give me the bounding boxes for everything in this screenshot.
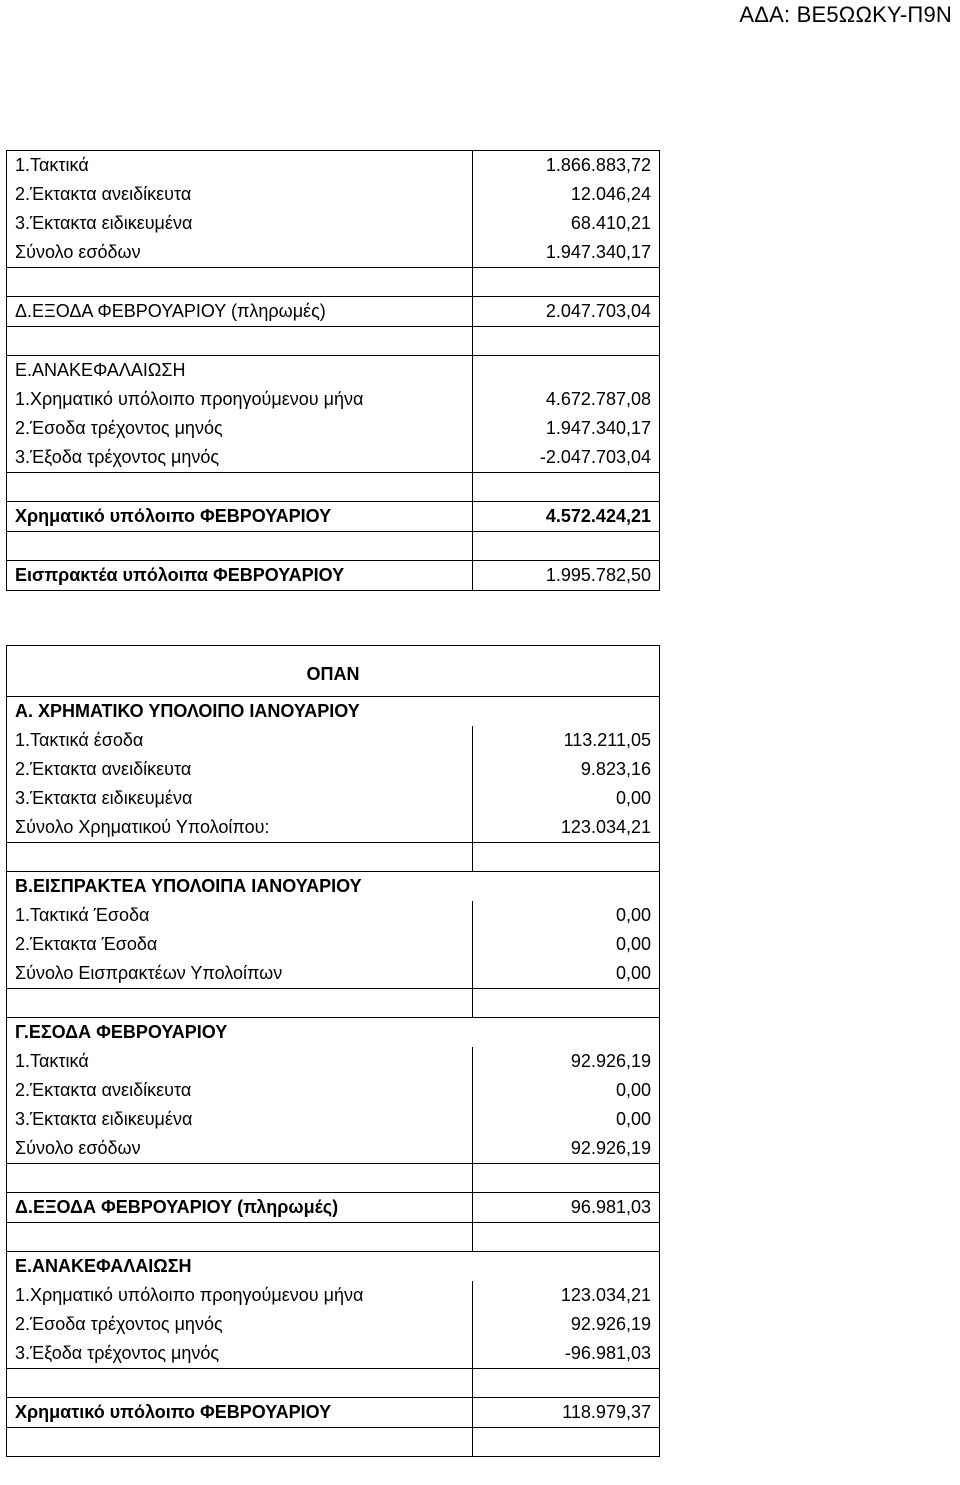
row-value: 4.672.787,08 <box>473 385 660 414</box>
table-row <box>7 901 660 930</box>
table-row <box>7 1105 660 1134</box>
blank-row <box>7 1369 660 1398</box>
table-row <box>7 1076 660 1105</box>
cash-balance-value: 118.979,37 <box>473 1398 660 1428</box>
table-row <box>7 813 660 843</box>
expenses-label: Δ.ΕΞΟΔΑ ΦΕΒΡΟΥΑΡΙΟΥ (πληρωμές) <box>7 297 473 327</box>
blank-row <box>7 1223 660 1252</box>
row-value: 0,00 <box>473 930 660 959</box>
cash-balance-label: Χρηματικό υπόλοιπο ΦΕΒΡΟΥΑΡΙΟΥ <box>7 1398 473 1428</box>
row-value: 68.410,21 <box>473 209 660 238</box>
table-row <box>7 1134 660 1164</box>
row-value: 0,00 <box>473 784 660 813</box>
table-row <box>7 297 660 327</box>
blank-row <box>7 268 660 297</box>
row-label: 3.Έκτακτα ειδικευμένα <box>7 784 473 813</box>
receivables-value: 1.995.782,50 <box>473 561 660 591</box>
table-row <box>7 414 660 443</box>
summary-title: Ε.ΑΝΑΚΕΦΑΛΑΙΩΣΗ <box>7 1252 660 1282</box>
table-row <box>7 1193 660 1223</box>
document-id-code: ΑΔΑ: ΒΕ5ΩΩΚΥ-Π9Ν <box>739 2 952 27</box>
table-row <box>7 238 660 268</box>
row-label: 3.Έκτακτα ειδικευμένα <box>7 1105 473 1134</box>
row-label: 3.Έξοδα τρέχοντος μηνός <box>7 443 473 473</box>
blank-row <box>7 1428 660 1457</box>
row-label: 1.Τακτικά <box>7 151 473 181</box>
table-row <box>7 180 660 209</box>
row-label: 1.Χρηματικό υπόλοιπο προηγούμενου μήνα <box>7 1281 473 1310</box>
row-label: 3.Έκτακτα ειδικευμένα <box>7 209 473 238</box>
table-row <box>7 784 660 813</box>
financial-table-main <box>6 150 660 591</box>
row-label: Σύνολο Εισπρακτέων Υπολοίπων <box>7 959 473 989</box>
row-value: 0,00 <box>473 901 660 930</box>
cash-balance-label: Χρηματικό υπόλοιπο ΦΕΒΡΟΥΑΡΙΟΥ <box>7 502 473 532</box>
row-value: 92.926,19 <box>473 1310 660 1339</box>
row-label: Σύνολο εσόδων <box>7 238 473 268</box>
row-label: 1.Τακτικά έσοδα <box>7 726 473 755</box>
row-value: 1.947.340,17 <box>473 414 660 443</box>
blank-row <box>7 989 660 1018</box>
row-label: Σύνολο Χρηματικού Υπολοίπου: <box>7 813 473 843</box>
row-label: 3.Έξοδα τρέχοντος μηνός <box>7 1339 473 1369</box>
section-title-row <box>7 1018 660 1048</box>
expenses-value: 2.047.703,04 <box>473 297 660 327</box>
financial-table-opan <box>6 645 660 1457</box>
table-row <box>7 1310 660 1339</box>
row-value: 0,00 <box>473 959 660 989</box>
row-label: 1.Χρηματικό υπόλοιπο προηγούμενου μήνα <box>7 385 473 414</box>
row-label: 2.Έσοδα τρέχοντος μηνός <box>7 414 473 443</box>
row-label: Σύνολο εσόδων <box>7 1134 473 1164</box>
row-value: 12.046,24 <box>473 180 660 209</box>
section-b-title: Β.ΕΙΣΠΡΑΚΤΕΑ ΥΠΟΛΟΙΠΑ ΙΑΝΟΥΑΡΙΟΥ <box>7 872 660 902</box>
section-title-row <box>7 697 660 727</box>
table-row <box>7 443 660 473</box>
row-value: 0,00 <box>473 1105 660 1134</box>
row-value: 113.211,05 <box>473 726 660 755</box>
section-title-row <box>7 1252 660 1282</box>
section-title-row <box>7 872 660 902</box>
row-value: 1.866.883,72 <box>473 151 660 181</box>
row-value: -96.981,03 <box>473 1339 660 1369</box>
row-value: 92.926,19 <box>473 1047 660 1076</box>
blank-row <box>7 473 660 502</box>
table-row <box>7 561 660 591</box>
row-label: 2.Έκτακτα Έσοδα <box>7 930 473 959</box>
row-value: 92.926,19 <box>473 1134 660 1164</box>
section-a-title: Α. ΧΡΗΜΑΤΙΚΟ ΥΠΟΛΟΙΠΟ ΙΑΝΟΥΑΡΙΟΥ <box>7 697 660 727</box>
row-label: 2.Έκτακτα ανειδίκευτα <box>7 755 473 784</box>
table-row <box>7 1339 660 1369</box>
summary-title: Ε.ΑΝΑΚΕΦΑΛΑΙΩΣΗ <box>7 356 473 386</box>
table-row <box>7 385 660 414</box>
table-row <box>7 1047 660 1076</box>
table-row <box>7 726 660 755</box>
section-c-title: Γ.ΕΣΟΔΑ ΦΕΒΡΟΥΑΡΙΟΥ <box>7 1018 660 1048</box>
table-row <box>7 755 660 784</box>
row-value: 123.034,21 <box>473 1281 660 1310</box>
expenses-value: 96.981,03 <box>473 1193 660 1223</box>
row-label: 2.Έκτακτα ανειδίκευτα <box>7 1076 473 1105</box>
blank-row <box>7 532 660 561</box>
expenses-label: Δ.ΕΞΟΔΑ ΦΕΒΡΟΥΑΡΙΟΥ (πληρωμές) <box>7 1193 473 1223</box>
table-header-row <box>7 646 660 697</box>
row-value: 123.034,21 <box>473 813 660 843</box>
table-title: ΟΠΑΝ <box>7 646 660 697</box>
row-label: 1.Τακτικά Έσοδα <box>7 901 473 930</box>
row-value: 1.947.340,17 <box>473 238 660 268</box>
table-row <box>7 959 660 989</box>
blank-row <box>7 843 660 872</box>
row-label: 1.Τακτικά <box>7 1047 473 1076</box>
row-value: -2.047.703,04 <box>473 443 660 473</box>
section-title-row <box>7 356 660 386</box>
row-label: 2.Έσοδα τρέχοντος μηνός <box>7 1310 473 1339</box>
row-label: 2.Έκτακτα ανειδίκευτα <box>7 180 473 209</box>
table-row <box>7 930 660 959</box>
table-row <box>7 502 660 532</box>
blank-row <box>7 1164 660 1193</box>
blank-row <box>7 327 660 356</box>
receivables-label: Εισπρακτέα υπόλοιπα ΦΕΒΡΟΥΑΡΙΟΥ <box>7 561 473 591</box>
table-row <box>7 1398 660 1428</box>
table-row <box>7 151 660 181</box>
table-row <box>7 1281 660 1310</box>
row-value: 0,00 <box>473 1076 660 1105</box>
table-row <box>7 209 660 238</box>
row-value: 9.823,16 <box>473 755 660 784</box>
cash-balance-value: 4.572.424,21 <box>473 502 660 532</box>
